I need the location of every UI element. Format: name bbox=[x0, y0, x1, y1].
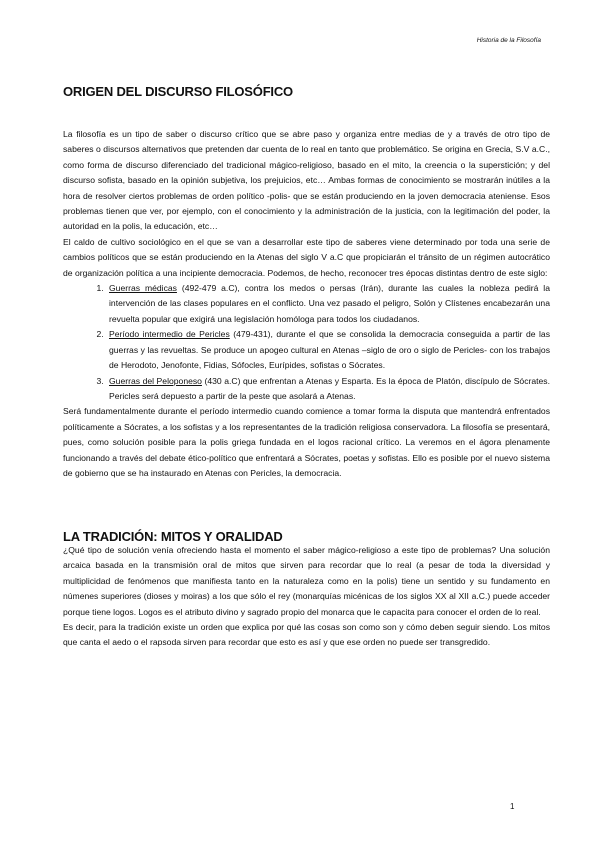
list-item-term: Guerras del Peloponeso bbox=[109, 375, 202, 386]
section-body-tradicion bbox=[63, 543, 550, 651]
paragraph: Es decir, para la tradición existe un orden que explica por qué las cosas son como son y cómo deben seguir siendo. Los mitos que canta el aedo o el rapsoda sirven para recordar que esto es así y que ese orden no puede ser transgredido. bbox=[63, 622, 550, 648]
running-header: Historia de la Filosofía bbox=[476, 37, 541, 44]
paragraph: La filosofía es un tipo de saber o discurso crítico que se abre paso y organiza entre medias de y a través de otro tipo de saberes o discursos alternativos que pretenden dar cuenta de lo real en tanto que problemático. Se origina en Grecia, S.V a.C., como forma de discurso diferenciado del tradicional mágico-religioso, basado en el mito, la creencia o la superstición; y del discurso sofista, basado en la opinión subjetiva, los prejuicios, etc… Ambas formas de conocimiento se mostrarán inútiles a la hora de resolver ciertos problemas de orden político -polis- que se están produciendo en la joven democracia ateniense. Esos problemas tienen que ver, por ejemplo, con el conocimiento y la administración de la justicia, con la legitimación del poder, la autoridad en la polis, la educación, etc… bbox=[63, 129, 550, 232]
paragraph: ¿Qué tipo de solución venía ofreciendo hasta el momento el saber mágico-religioso a este tipo de problemas? Una solución arcaica basada en la transmisión oral de mitos que sirven para recordar que lo real (a pesar de toda la diversidad y multiplicidad de fenómenos que manifiesta tanto en la naturaleza como en la polis) tiene un sentido y su fundamento en númenes superiores (dioses y moiras) a los que sólo el rey (monarquías micénicas de los siglos XX al XII a.C.) puede acceder porque tiene logos. Logos es el atributo divino y sagrado propio del monarca que le capacita para conocer el orden de lo real. bbox=[63, 545, 550, 617]
list-item bbox=[106, 281, 550, 327]
list-item-term: Guerras médicas bbox=[109, 283, 177, 294]
list-item bbox=[106, 327, 550, 373]
page-number: 1 bbox=[510, 802, 515, 811]
section-title-tradicion: LA TRADICIÓN: MITOS Y ORALIDAD bbox=[63, 529, 283, 544]
epochs-list bbox=[63, 281, 550, 404]
section-body-origen bbox=[63, 127, 550, 481]
paragraph: Será fundamentalmente durante el período intermedio cuando comience a tomar forma la disputa que mantendrá enfrentados políticamente a Sócrates, a los sofistas y a los representantes de la tradición religiosa conservadora. La filosofía se presentará, pues, como solución posible para la polis griega fundada en el logos racional crítico. La veremos en el ágora plenamente funcionando a través del debate ético-político que enfrentará a Sócrates, poetas y sofistas. Ello es posible por el nuevo sistema de gobierno que se ha instaurado en Atenas con Pericles, la democracia. bbox=[63, 406, 550, 478]
list-item-text: (492-479 a.C), contra los medos o persas (Irán), durante las cuales la nobleza pedirá la intervención de las clases populares en el conflicto. Una vez pasado el peligro, Solón y Clístenes encabezarán una revuelta popular que exigirá una legislación homóloga para todos los ciudadanos. bbox=[109, 283, 550, 324]
list-item-text: (479-431), durante el que se consolida la democracia conseguida a partir de las guerras y las revueltas. Se produce un apogeo cultural en Atenas –siglo de oro o siglo de Pericles- con los trabajos de Herodoto, Jenofonte, Fidias, Sófocles, Eurípides, sofistas o Sócrates. bbox=[109, 329, 550, 371]
section-title-origen: ORIGEN DEL DISCURSO FILOSÓFICO bbox=[63, 84, 293, 99]
list-item bbox=[106, 374, 550, 405]
list-item-text: (430 a.C) que enfrentan a Atenas y Esparta. Es la época de Platón, discípulo de Sócrates. Pericles será depuesto a partir de la peste que asolará a Atenas. bbox=[109, 375, 550, 401]
list-item-term: Período intermedio de Pericles bbox=[109, 329, 230, 340]
paragraph: El caldo de cultivo sociológico en el que se van a desarrollar este tipo de saberes viene determinado por toda una serie de cambios políticos que se están produciendo en la Atenas del siglo V a.C que propiciarán el tránsito de un régimen autocrático de organización política a una incipiente democracia. Podemos, de hecho, reconocer tres épocas distintas dentro de este siglo: bbox=[63, 236, 550, 278]
